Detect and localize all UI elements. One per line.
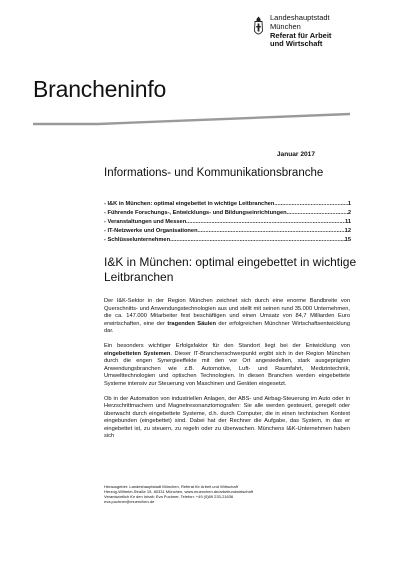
toc-entry-text: - Schlüsselunternehmen bbox=[104, 237, 171, 243]
footer-line: Verantwortlich für den Inhalt: Eva Puchner, Telefon: +49 (0)89 233-21636 bbox=[104, 494, 234, 500]
article-heading: I&K in München: optimal eingebettet in wichtige Leitbranchen bbox=[104, 255, 357, 284]
toc-entry-text: - Veranstaltungen und Messen bbox=[104, 219, 187, 225]
toc-entry[interactable] bbox=[104, 200, 351, 209]
body-paragraph: Der I&K-Sektor in der Region München zeichnet sich durch eine enorme Bandbreite von Querschnitts- und Anwendungstechnologien aus und stellt mit seinen rund 35.000 Unternehmen, die ca. 147.000 Mitarbeiter fest beschäftigen und einen Umsatz von 84,7 Milliarden Euro erwirtschaften, eine der tragenden Säulen der erfolgreichen Münchner Wirtschaftsentwicklung dar. bbox=[104, 298, 350, 334]
toc-entry-page: 11 bbox=[344, 219, 351, 225]
toc-entry-text: - I&K in München: optimal eingebettet in wichtige Leitbranchen bbox=[104, 201, 275, 207]
body-paragraph: Ein besonders wichtiger Erfolgsfaktor für den Standort liegt bei der Entwicklung von eingebetteten Systemen. Dieser IT-Branchenschwerpunkt ergibt sich in der Region München durch die engen Synergieeffekte mit den vor Ort angesiedelten, stark ausgeprägten Anwendungsbranchen wie z.B. Automotive, Luft- und Raumfahrt, Medizintechnik, Umwelttechnologien und optischen Technologien. In diesen Branchen werden eingebettete Systeme intensiv zur Steuerung von Maschinen und Geräten eingesetzt. bbox=[104, 343, 350, 387]
toc-entry[interactable] bbox=[104, 218, 351, 227]
toc-entry[interactable] bbox=[104, 209, 351, 218]
toc-entry-page: 12 bbox=[344, 228, 351, 234]
footer-line: Herausgeber: Landeshauptstadt München, Referat für Arbeit und Wirtschaft bbox=[104, 484, 238, 489]
toc-entry[interactable] bbox=[104, 227, 351, 236]
table-of-contents bbox=[104, 200, 351, 245]
toc-entry-page: 1 bbox=[347, 201, 351, 207]
title-divider-line bbox=[0, 0, 400, 150]
footer-email-link[interactable]: eva.puchner@muenchen.de bbox=[104, 499, 155, 505]
toc-entry-page: 2 bbox=[347, 210, 351, 216]
org-line-2: München bbox=[270, 21, 301, 31]
footer-line: Herzog-Wilhelm-Straße 15, 80331 München, www.muenchen.de/arbeitundwirtschaft bbox=[104, 489, 253, 495]
emphasis-text: tragenden Säulen bbox=[167, 320, 216, 327]
toc-entry-text: - IT-Netzwerke und Organisationen bbox=[104, 228, 198, 234]
dept-line-1: Referat für Arbeit bbox=[270, 30, 332, 40]
section-title: Informations- und Kommunikationsbranche bbox=[104, 167, 324, 179]
document-title: Brancheninfo bbox=[33, 76, 167, 102]
emphasis-text: eingebetteten Systemen bbox=[104, 350, 171, 357]
publication-date: Januar 2017 bbox=[276, 151, 315, 158]
toc-entry-text: - Führende Forschungs-, Entwicklungs- und Bildungseinrichtungen bbox=[104, 210, 287, 216]
body-paragraph: Ob in der Automation von industriellen Anlagen, der ABS- und Airbag-Steuerung im Auto oder in Herzschrittmachern und Magnetresonanztomografen: Sie alle werden gesteuert, geregelt oder überwacht durch eingebettete Systeme, d.h. durch Computer, die in einen technischen Kontext eingebunden (eingebettet) sind. Dabei hat der Rechner die Aufgabe, das System, in das er eingebettet ist, zu steuern, zu regeln oder zu überwachen. Münchens I&K-Unternehmen haben sich bbox=[104, 395, 350, 439]
toc-entry[interactable] bbox=[104, 236, 351, 245]
toc-entry-page: 15 bbox=[344, 237, 351, 243]
publisher-footer bbox=[104, 484, 253, 504]
dept-line-2: und Wirtschaft bbox=[270, 39, 323, 49]
org-line-1: Landeshauptstadt bbox=[270, 13, 330, 22]
article-body bbox=[104, 298, 350, 448]
